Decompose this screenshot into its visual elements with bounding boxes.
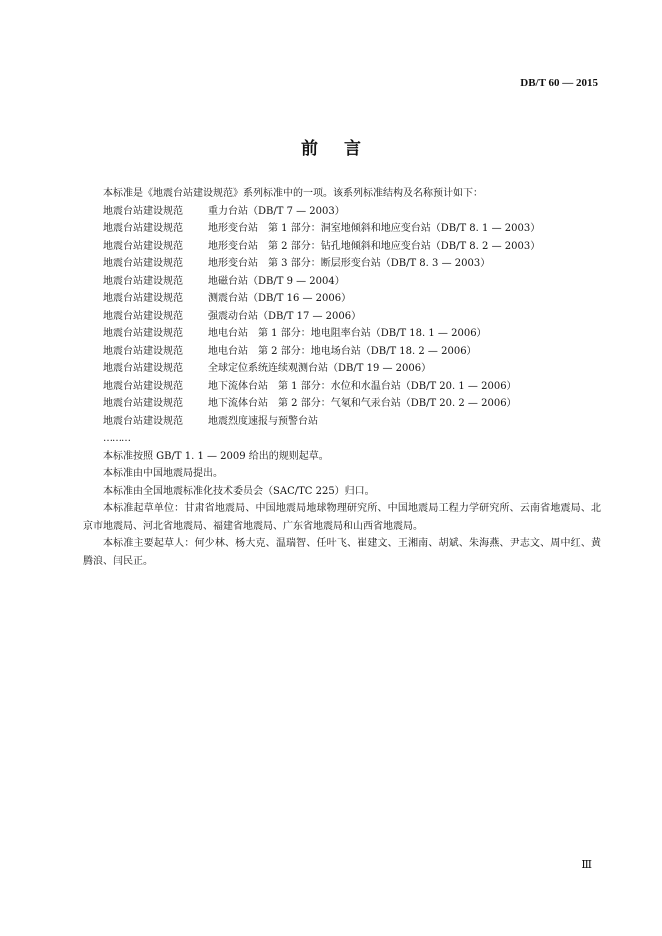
list-item (83, 413, 601, 431)
drafters-paragraph: 本标准主要起草人：何少林、杨大克、温瑞智、任叶飞、崔建文、王湘南、胡斌、朱海燕、尹志文、周中红、黄腾浪、闫民正。 (83, 538, 601, 567)
standard-name: 地形变台站 第 3 部分：断层形变台站（DB/T 8. 3 — 2003） (208, 258, 491, 269)
standard-code: DB/T 60 — 2015 (520, 77, 598, 89)
series-name: 地震台站建设规范 (103, 380, 183, 392)
series-name: 地震台站建设规范 (103, 328, 183, 339)
series-name: 地震台站建设规范 (103, 275, 183, 287)
standard-name: 地电台站 第 2 部分：地电场台站（DB/T 18. 2 — 2006） (208, 345, 477, 357)
drafting-units-paragraph: 本标准起草单位：甘肃省地震局、中国地震局地球物理研究所、中国地震局工程力学研究所、云南省地震局、北京市地震局、河北省地震局、福建省地震局、广东省地震局和山西省地震局。 (83, 503, 601, 532)
standard-name: 全球定位系统连续观测台站（DB/T 19 — 2006） (208, 363, 432, 374)
series-name: 地震台站建设规范 (103, 363, 183, 374)
centralized-by-paragraph: 本标准由全国地震标准化技术委员会（SAC/TC 225）归口。 (103, 485, 375, 497)
intro-paragraph: 本标准是《地震台站建设规范》系列标准中的一项。该系列标准结构及名称预计如下： (103, 188, 483, 199)
list-item (83, 220, 601, 238)
series-name: 地震台站建设规范 (103, 205, 183, 217)
standard-name: 地下流体台站 第 2 部分：气氡和气汞台站（DB/T 20. 2 — 2006） (208, 398, 517, 409)
standard-name: 测震台站（DB/T 16 — 2006） (208, 293, 352, 304)
series-name: 地震台站建设规范 (103, 415, 183, 427)
standard-name: 地形变台站 第 2 部分：钻孔地倾斜和地应变台站（DB/T 8. 2 — 2003） (208, 240, 541, 252)
list-item (83, 360, 601, 378)
series-name: 地震台站建设规范 (103, 293, 183, 304)
standard-name: 地下流体台站 第 1 部分：水位和水温台站（DB/T 20. 1 — 2006） (208, 380, 517, 392)
series-name: 地震台站建设规范 (103, 398, 183, 409)
series-name: 地震台站建设规范 (103, 345, 183, 357)
standard-name: 重力台站（DB/T 7 — 2003） (208, 205, 345, 217)
proposed-by-paragraph: 本标准由中国地震局提出。 (103, 468, 223, 479)
drafting-rule-paragraph: 本标准按照 GB/T 1. 1 — 2009 给出的规则起草。 (103, 450, 329, 462)
series-name: 地震台站建设规范 (103, 258, 183, 269)
list-item (83, 273, 601, 291)
list-item (83, 255, 601, 273)
standards-list (83, 203, 601, 448)
list-item (83, 203, 601, 221)
list-item (83, 238, 601, 256)
standard-name: 地震烈度速报与预警台站 (208, 415, 318, 427)
list-item (83, 325, 601, 343)
series-name: 地震台站建设规范 (103, 223, 183, 234)
series-name: 地震台站建设规范 (103, 310, 183, 322)
list-item (83, 378, 601, 396)
list-item (83, 395, 601, 413)
page-title: 前言 (301, 139, 387, 159)
standard-name: 地磁台站（DB/T 9 — 2004） (208, 275, 345, 287)
page-number: Ⅲ (581, 859, 592, 871)
list-item (83, 343, 601, 361)
list-item (83, 290, 601, 308)
list-ellipsis: ……… (103, 433, 130, 444)
document-body (83, 185, 601, 570)
series-name: 地震台站建设规范 (103, 240, 183, 252)
standard-name: 强震动台站（DB/T 17 — 2006） (208, 310, 362, 322)
standard-name: 地形变台站 第 1 部分：洞室地倾斜和地应变台站（DB/T 8. 1 — 2003） (208, 223, 541, 234)
list-item (83, 308, 601, 326)
standard-name: 地电台站 第 1 部分：地电阻率台站（DB/T 18. 1 — 2006） (208, 328, 487, 339)
